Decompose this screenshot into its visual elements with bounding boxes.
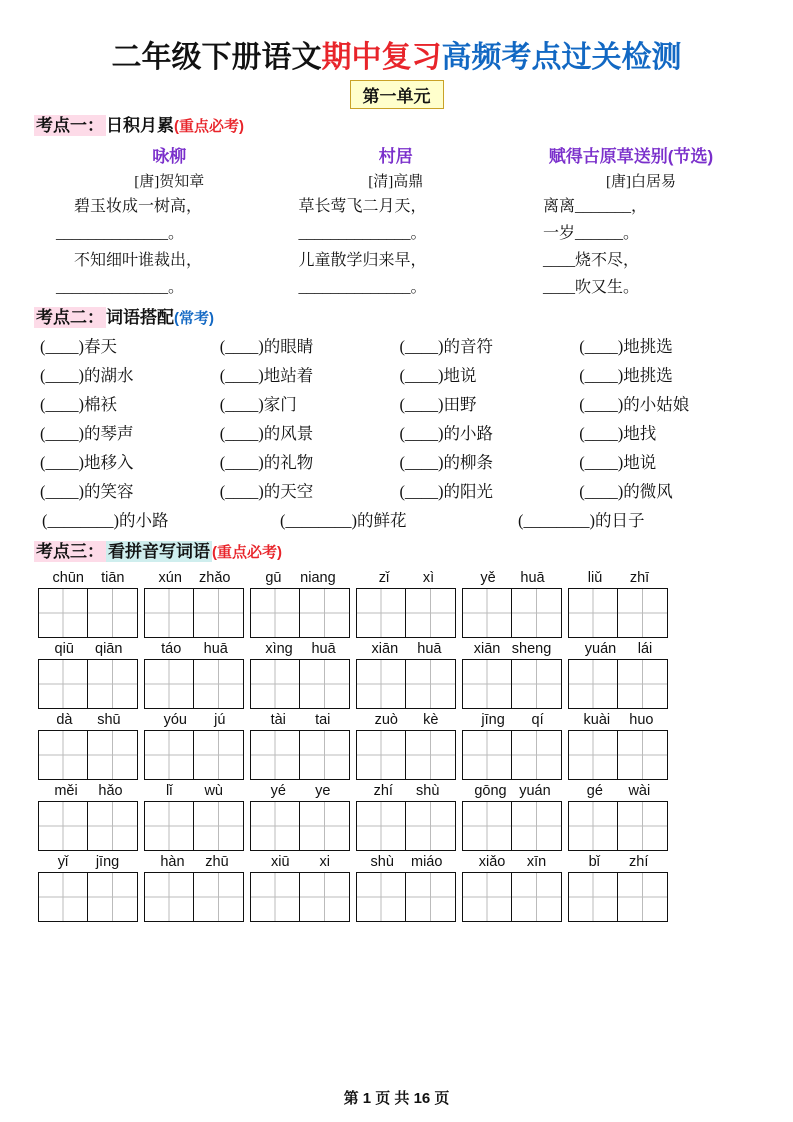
tianzige-pair[interactable] bbox=[144, 659, 245, 709]
collocation-cell: (____)的天空 bbox=[219, 482, 314, 501]
pinyin-syllable: yóu bbox=[163, 712, 187, 728]
pinyin-syllable: shù bbox=[370, 854, 394, 870]
collocation-cell: (____)的音符 bbox=[399, 337, 493, 356]
tianzige-cell[interactable] bbox=[462, 588, 512, 638]
pinyin-syllable: qiān bbox=[95, 641, 123, 657]
pinyin-labels bbox=[38, 639, 759, 659]
tianzige-cell[interactable] bbox=[356, 801, 406, 851]
collocation-cell: (____)棉袄 bbox=[40, 395, 117, 414]
poem-2-line-3: 儿童散学归来早， bbox=[298, 252, 427, 269]
pinyin-syllable: liǔ bbox=[587, 570, 603, 586]
tianzige-pair[interactable] bbox=[356, 659, 457, 709]
collocation-cell: (____)的小姑娘 bbox=[579, 395, 690, 414]
pinyin-syllable: yé bbox=[270, 783, 286, 799]
tianzige-pair[interactable] bbox=[38, 730, 139, 780]
tianzige-cell[interactable] bbox=[512, 872, 562, 922]
tianzige-cell[interactable] bbox=[300, 659, 350, 709]
pinyin-boxes bbox=[38, 872, 759, 922]
collocation-cell: (____)的湖水 bbox=[40, 366, 134, 385]
tianzige-pair[interactable] bbox=[356, 872, 457, 922]
tianzige-cell[interactable] bbox=[250, 659, 300, 709]
tianzige-cell[interactable] bbox=[38, 588, 88, 638]
pinyin-label bbox=[38, 852, 139, 872]
tianzige-pair[interactable] bbox=[356, 588, 457, 638]
pinyin-syllable: jīng bbox=[95, 854, 120, 870]
tianzige-cell[interactable] bbox=[144, 872, 194, 922]
tianzige-pair[interactable] bbox=[568, 659, 669, 709]
poem-3-line-3: ____烧不尽， bbox=[542, 252, 639, 269]
pinyin-label bbox=[568, 568, 669, 588]
section-two-note: (常考) bbox=[174, 310, 214, 327]
tianzige-cell[interactable] bbox=[512, 801, 562, 851]
pinyin-syllable: wù bbox=[204, 783, 223, 799]
collocation-cell: (____)地站着 bbox=[219, 366, 314, 385]
collocation-grid bbox=[34, 332, 759, 535]
pinyin-labels bbox=[38, 852, 759, 872]
pinyin-syllable: gé bbox=[586, 783, 603, 799]
poem-1-line-3: 不知细叶谁裁出， bbox=[74, 252, 203, 269]
pinyin-label bbox=[144, 781, 245, 801]
pinyin-syllable: tài bbox=[270, 712, 286, 728]
poem-2-line-1: 草长莺飞二月天， bbox=[298, 198, 427, 215]
pinyin-label bbox=[356, 568, 457, 588]
pinyin-syllable: hàn bbox=[160, 854, 185, 870]
tianzige-cell[interactable] bbox=[356, 588, 406, 638]
tianzige-pair[interactable] bbox=[38, 801, 139, 851]
tianzige-pair[interactable] bbox=[462, 588, 563, 638]
pinyin-syllable: yě bbox=[480, 570, 496, 586]
pinyin-syllable: zǐ bbox=[378, 570, 390, 586]
pinyin-label bbox=[250, 852, 351, 872]
pinyin-syllable: zhí bbox=[373, 783, 393, 799]
tianzige-cell[interactable] bbox=[406, 872, 456, 922]
pinyin-label bbox=[462, 781, 563, 801]
tianzige-cell[interactable] bbox=[618, 872, 668, 922]
tianzige-cell[interactable] bbox=[144, 801, 194, 851]
pinyin-syllable: zhū bbox=[205, 854, 229, 870]
section-one-name: 日积月累 bbox=[106, 116, 174, 135]
pinyin-syllable: xìng bbox=[265, 641, 293, 657]
collocation-cell: (____)的笑容 bbox=[40, 482, 134, 501]
tianzige-cell[interactable] bbox=[356, 659, 406, 709]
tianzige-cell[interactable] bbox=[88, 588, 138, 638]
tianzige-pair[interactable] bbox=[250, 659, 351, 709]
pinyin-syllable: bǐ bbox=[588, 854, 600, 870]
pinyin-syllable: huā bbox=[203, 641, 228, 657]
tianzige-cell[interactable] bbox=[356, 872, 406, 922]
pinyin-syllable: xún bbox=[158, 570, 182, 586]
title-part-test: 高频考点过关检测 bbox=[441, 41, 682, 74]
tianzige-pair[interactable] bbox=[568, 801, 669, 851]
pinyin-row bbox=[38, 781, 759, 851]
pinyin-syllable: qí bbox=[531, 712, 544, 728]
poem-1-title: 咏柳 bbox=[152, 147, 187, 166]
poem-2-line-2: ______________。 bbox=[298, 225, 427, 242]
poem-1-author: [唐]贺知章 bbox=[134, 174, 205, 190]
collocation-row bbox=[40, 332, 759, 361]
tianzige-pair[interactable] bbox=[568, 730, 669, 780]
pinyin-syllable: měi bbox=[54, 783, 78, 799]
pinyin-writing-grid bbox=[34, 568, 759, 922]
tianzige-pair[interactable] bbox=[356, 730, 457, 780]
poem-3-title: 赋得古原草送别(节选) bbox=[548, 147, 714, 166]
pinyin-syllable: gōng bbox=[474, 783, 507, 799]
tianzige-cell[interactable] bbox=[462, 659, 512, 709]
pinyin-boxes bbox=[38, 588, 759, 638]
pinyin-boxes bbox=[38, 801, 759, 851]
pinyin-label bbox=[250, 639, 351, 659]
title-part-grade: 二年级下册语文 bbox=[111, 41, 322, 74]
collocation-cell: (________)的鲜花 bbox=[280, 511, 407, 530]
page-title bbox=[34, 32, 759, 76]
collocation-cell: (____)的柳条 bbox=[399, 453, 493, 472]
collocation-row bbox=[40, 361, 759, 390]
pinyin-syllable: lái bbox=[637, 641, 653, 657]
tianzige-cell[interactable] bbox=[618, 730, 668, 780]
poem-1-line-4: ______________。 bbox=[56, 279, 185, 296]
pinyin-label bbox=[144, 852, 245, 872]
pinyin-label bbox=[356, 639, 457, 659]
pinyin-syllable: lǐ bbox=[166, 783, 173, 799]
tianzige-cell[interactable] bbox=[144, 588, 194, 638]
pinyin-label bbox=[144, 568, 245, 588]
collocation-row bbox=[40, 477, 759, 506]
poem-2-line-4: ______________。 bbox=[298, 279, 427, 296]
pinyin-labels bbox=[38, 568, 759, 588]
collocation-row bbox=[40, 390, 759, 419]
pinyin-label bbox=[38, 568, 139, 588]
pinyin-syllable: niang bbox=[300, 570, 336, 586]
tianzige-cell[interactable] bbox=[618, 801, 668, 851]
pinyin-label bbox=[462, 852, 563, 872]
pinyin-syllable: tai bbox=[315, 712, 331, 728]
pinyin-syllable: xiǎo bbox=[478, 854, 506, 870]
tianzige-cell[interactable] bbox=[356, 730, 406, 780]
pinyin-syllable: hǎo bbox=[98, 783, 123, 799]
collocation-row-last bbox=[40, 506, 759, 535]
pinyin-syllable: jú bbox=[214, 712, 226, 728]
tianzige-cell[interactable] bbox=[406, 659, 456, 709]
collocation-cell: (____)地移入 bbox=[40, 453, 134, 472]
pinyin-label bbox=[568, 781, 669, 801]
pinyin-label bbox=[568, 710, 669, 730]
tianzige-pair[interactable] bbox=[568, 872, 669, 922]
tianzige-cell[interactable] bbox=[568, 588, 618, 638]
pinyin-syllable: miáo bbox=[411, 854, 443, 870]
pinyin-label bbox=[356, 852, 457, 872]
collocation-cell: (____)春天 bbox=[40, 337, 117, 356]
tianzige-pair[interactable] bbox=[144, 801, 245, 851]
tianzige-cell[interactable] bbox=[300, 872, 350, 922]
poem-3 bbox=[509, 142, 753, 301]
tianzige-cell[interactable] bbox=[88, 872, 138, 922]
pinyin-row bbox=[38, 639, 759, 709]
section-two-label: 考点二： bbox=[36, 308, 104, 327]
collocation-cell: (____)地挑选 bbox=[579, 337, 673, 356]
pinyin-syllable: shū bbox=[97, 712, 121, 728]
tianzige-cell[interactable] bbox=[462, 730, 512, 780]
pinyin-syllable: huā bbox=[520, 570, 545, 586]
tianzige-cell[interactable] bbox=[194, 872, 244, 922]
pinyin-syllable: kuài bbox=[583, 712, 611, 728]
tianzige-pair[interactable] bbox=[356, 801, 457, 851]
poem-3-line-4: ____吹又生。 bbox=[542, 279, 639, 296]
pinyin-label bbox=[250, 710, 351, 730]
tianzige-cell[interactable] bbox=[250, 730, 300, 780]
pinyin-label bbox=[144, 639, 245, 659]
pinyin-label bbox=[38, 710, 139, 730]
pinyin-syllable: xiū bbox=[270, 854, 290, 870]
pinyin-syllable: ye bbox=[315, 783, 331, 799]
pinyin-syllable: jīng bbox=[481, 712, 505, 728]
pinyin-syllable: yuán bbox=[584, 641, 617, 657]
tianzige-cell[interactable] bbox=[88, 659, 138, 709]
section-three-name: 看拼音写词语 bbox=[108, 542, 210, 561]
pinyin-syllable: xi bbox=[319, 854, 330, 870]
page-footer: 第 1 页 共 16 页 bbox=[343, 1090, 450, 1107]
collocation-cell: (____)的小路 bbox=[399, 424, 493, 443]
tianzige-pair[interactable] bbox=[250, 730, 351, 780]
tianzige-cell[interactable] bbox=[406, 730, 456, 780]
poem-3-line-2: 一岁______。 bbox=[542, 225, 639, 242]
unit-badge: 第一单元 bbox=[350, 80, 444, 109]
pinyin-row bbox=[38, 852, 759, 922]
pinyin-syllable: huā bbox=[417, 641, 442, 657]
pinyin-syllable: yǐ bbox=[57, 854, 69, 870]
pinyin-syllable: wài bbox=[628, 783, 651, 799]
collocation-cell: (____)的礼物 bbox=[219, 453, 314, 472]
tianzige-cell[interactable] bbox=[250, 801, 300, 851]
tianzige-cell[interactable] bbox=[300, 801, 350, 851]
collocation-cell: (____)地找 bbox=[579, 424, 657, 443]
section-header-one bbox=[34, 115, 759, 138]
pinyin-label bbox=[462, 710, 563, 730]
collocation-cell: (____)地挑选 bbox=[579, 366, 673, 385]
collocation-cell: (____)的风景 bbox=[219, 424, 314, 443]
tianzige-cell[interactable] bbox=[568, 801, 618, 851]
tianzige-cell[interactable] bbox=[250, 872, 300, 922]
poem-1 bbox=[56, 142, 282, 301]
tianzige-cell[interactable] bbox=[618, 659, 668, 709]
tianzige-pair[interactable] bbox=[568, 588, 669, 638]
pinyin-label bbox=[250, 781, 351, 801]
collocation-cell: (____)地说 bbox=[399, 366, 477, 385]
tianzige-pair[interactable] bbox=[38, 588, 139, 638]
unit-badge-wrap bbox=[34, 80, 759, 109]
poem-3-author: [唐]白居易 bbox=[605, 174, 676, 190]
tianzige-cell[interactable] bbox=[406, 801, 456, 851]
pinyin-syllable: xì bbox=[422, 570, 435, 586]
collocation-cell: (____)的眼睛 bbox=[219, 337, 314, 356]
pinyin-syllable: táo bbox=[161, 641, 182, 657]
poem-2 bbox=[282, 142, 508, 301]
section-header-two bbox=[34, 307, 759, 330]
pinyin-syllable: huā bbox=[311, 641, 336, 657]
tianzige-cell[interactable] bbox=[88, 801, 138, 851]
tianzige-cell[interactable] bbox=[194, 801, 244, 851]
tianzige-pair[interactable] bbox=[38, 872, 139, 922]
pinyin-label bbox=[356, 710, 457, 730]
tianzige-cell[interactable] bbox=[568, 872, 618, 922]
tianzige-cell[interactable] bbox=[568, 730, 618, 780]
tianzige-pair[interactable] bbox=[144, 730, 245, 780]
pinyin-syllable: sheng bbox=[511, 641, 552, 657]
pinyin-label bbox=[568, 852, 669, 872]
tianzige-cell[interactable] bbox=[300, 730, 350, 780]
pinyin-label bbox=[250, 568, 351, 588]
poem-2-author: [清]高鼎 bbox=[368, 174, 424, 190]
collocation-row bbox=[40, 419, 759, 448]
pinyin-syllable: chūn bbox=[52, 570, 84, 586]
collocation-cell: (____)田野 bbox=[399, 395, 477, 414]
tianzige-cell[interactable] bbox=[38, 730, 88, 780]
pinyin-syllable: dà bbox=[56, 712, 73, 728]
tianzige-cell[interactable] bbox=[512, 730, 562, 780]
pinyin-row bbox=[38, 568, 759, 638]
pinyin-syllable: gū bbox=[265, 570, 282, 586]
tianzige-cell[interactable] bbox=[144, 659, 194, 709]
tianzige-cell[interactable] bbox=[512, 659, 562, 709]
section-header-three bbox=[34, 541, 759, 564]
pinyin-syllable: xīn bbox=[526, 854, 547, 870]
pinyin-label bbox=[356, 781, 457, 801]
section-one-note: (重点必考) bbox=[174, 118, 244, 135]
collocation-cell: (____)的阳光 bbox=[399, 482, 493, 501]
pinyin-syllable: shù bbox=[416, 783, 440, 799]
section-two-name: 词语搭配 bbox=[106, 308, 174, 327]
pinyin-label bbox=[462, 639, 563, 659]
tianzige-cell[interactable] bbox=[194, 730, 244, 780]
pinyin-syllable: zhǎo bbox=[199, 570, 231, 586]
collocation-cell: (____)地说 bbox=[579, 453, 657, 472]
tianzige-cell[interactable] bbox=[462, 872, 512, 922]
collocation-cell: (____)家门 bbox=[219, 395, 297, 414]
pinyin-boxes bbox=[38, 730, 759, 780]
pinyin-label bbox=[38, 781, 139, 801]
tianzige-pair[interactable] bbox=[144, 588, 245, 638]
pinyin-syllable: xiān bbox=[473, 641, 501, 657]
pinyin-label bbox=[462, 568, 563, 588]
tianzige-cell[interactable] bbox=[462, 801, 512, 851]
pinyin-boxes bbox=[38, 659, 759, 709]
collocation-cell: (________)的小路 bbox=[42, 511, 169, 530]
tianzige-pair[interactable] bbox=[462, 801, 563, 851]
poem-3-line-1: 离离_______， bbox=[542, 198, 647, 215]
collocation-cell: (____)的琴声 bbox=[40, 424, 134, 443]
tianzige-pair[interactable] bbox=[462, 659, 563, 709]
collocation-cell: (________)的日子 bbox=[518, 511, 645, 530]
pinyin-syllable: zuò bbox=[374, 712, 398, 728]
tianzige-cell[interactable] bbox=[194, 659, 244, 709]
tianzige-pair[interactable] bbox=[462, 730, 563, 780]
pinyin-labels bbox=[38, 710, 759, 730]
tianzige-cell[interactable] bbox=[568, 659, 618, 709]
tianzige-cell[interactable] bbox=[250, 588, 300, 638]
tianzige-pair[interactable] bbox=[250, 872, 351, 922]
pinyin-syllable: zhí bbox=[629, 854, 649, 870]
tianzige-pair[interactable] bbox=[38, 659, 139, 709]
section-three-label: 考点三： bbox=[36, 542, 104, 561]
poem-1-line-1: 碧玉妆成一树高， bbox=[74, 198, 203, 215]
title-part-midterm: 期中复习 bbox=[321, 41, 442, 74]
tianzige-cell[interactable] bbox=[618, 588, 668, 638]
pinyin-syllable: tiān bbox=[101, 570, 125, 586]
pinyin-label bbox=[144, 710, 245, 730]
pinyin-label bbox=[568, 639, 669, 659]
tianzige-cell[interactable] bbox=[512, 588, 562, 638]
poem-1-line-2: ______________。 bbox=[56, 225, 185, 242]
collocation-cell: (____)的微风 bbox=[579, 482, 673, 501]
poem-2-title: 村居 bbox=[378, 147, 413, 166]
tianzige-cell[interactable] bbox=[194, 588, 244, 638]
tianzige-cell[interactable] bbox=[406, 588, 456, 638]
pinyin-labels bbox=[38, 781, 759, 801]
tianzige-cell[interactable] bbox=[38, 872, 88, 922]
tianzige-cell[interactable] bbox=[300, 588, 350, 638]
pinyin-syllable: zhī bbox=[629, 570, 650, 586]
pinyin-syllable: yuán bbox=[519, 783, 551, 799]
tianzige-pair[interactable] bbox=[250, 801, 351, 851]
tianzige-pair[interactable] bbox=[462, 872, 563, 922]
tianzige-cell[interactable] bbox=[88, 730, 138, 780]
tianzige-cell[interactable] bbox=[38, 801, 88, 851]
tianzige-cell[interactable] bbox=[38, 659, 88, 709]
pinyin-row bbox=[38, 710, 759, 780]
pinyin-syllable: qiū bbox=[54, 641, 74, 657]
tianzige-pair[interactable] bbox=[250, 588, 351, 638]
section-one-label: 考点一： bbox=[36, 116, 104, 135]
pinyin-syllable: huo bbox=[629, 712, 654, 728]
section-three-note: (重点必考) bbox=[212, 544, 282, 561]
pinyin-label bbox=[38, 639, 139, 659]
tianzige-pair[interactable] bbox=[144, 872, 245, 922]
collocation-row bbox=[40, 448, 759, 477]
poems-container bbox=[34, 142, 759, 301]
tianzige-cell[interactable] bbox=[144, 730, 194, 780]
pinyin-syllable: kè bbox=[423, 712, 439, 728]
pinyin-syllable: xiān bbox=[371, 641, 399, 657]
